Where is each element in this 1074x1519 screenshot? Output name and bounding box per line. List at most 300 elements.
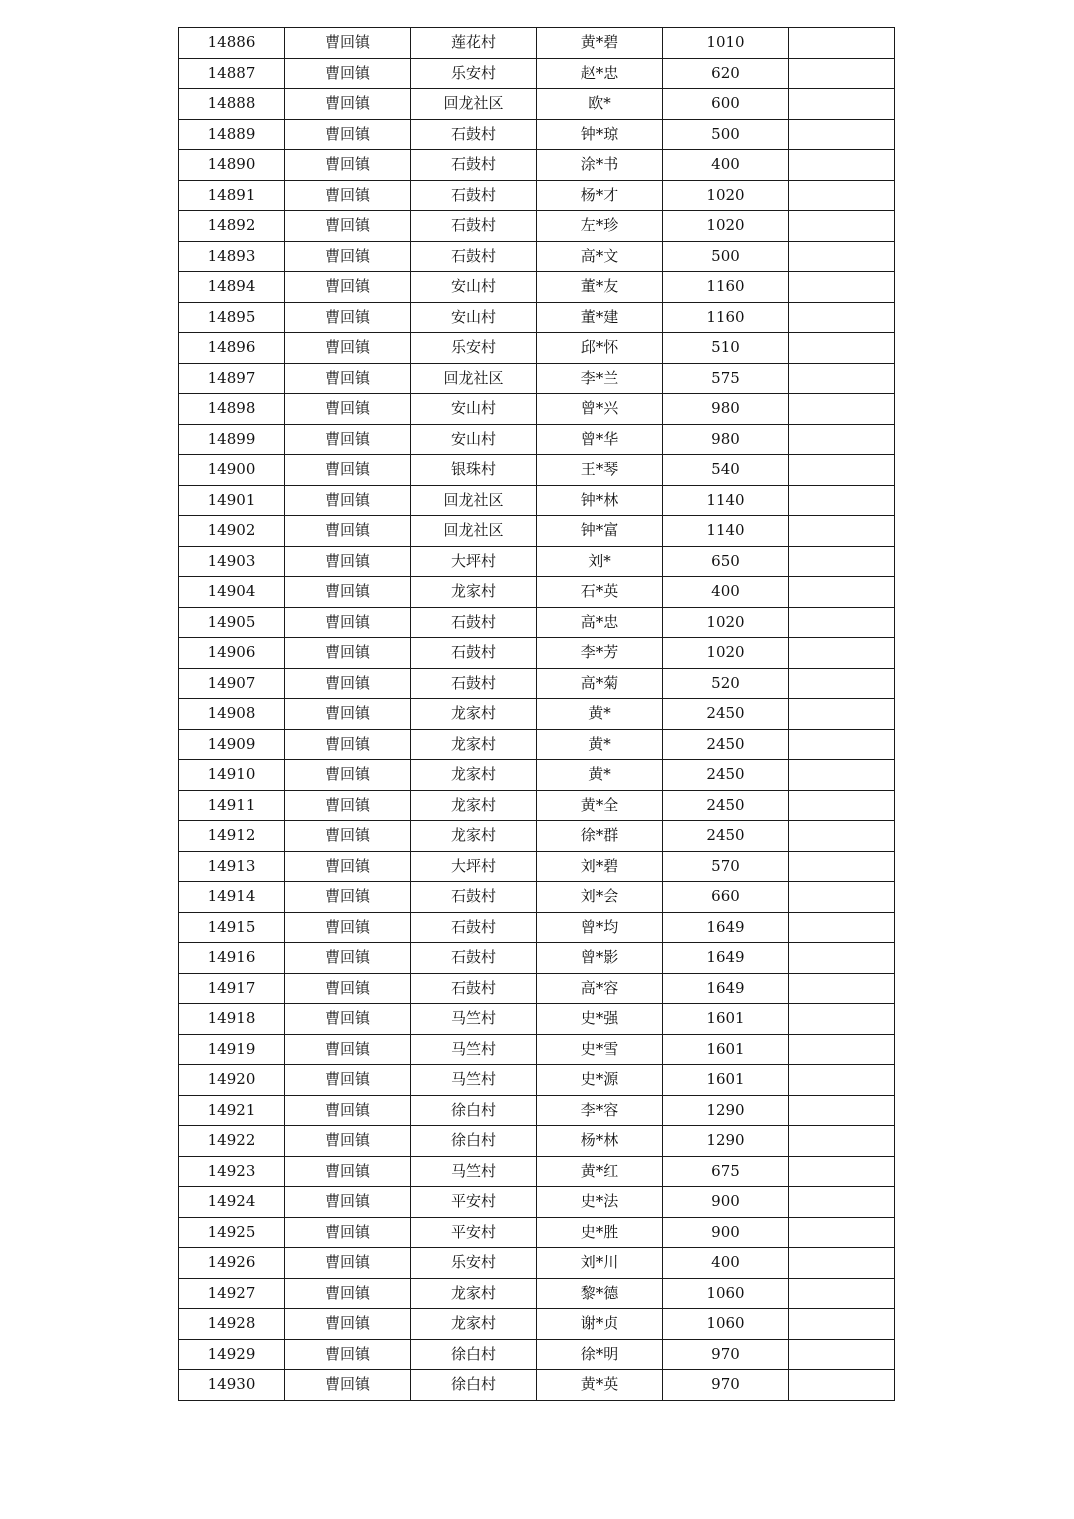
amount-cell: 900 (663, 1187, 789, 1218)
remark-cell (789, 1156, 895, 1187)
name-cell: 黄*红 (537, 1156, 663, 1187)
village-cell: 龙家村 (411, 1278, 537, 1309)
amount-cell: 400 (663, 150, 789, 181)
serial-number-cell: 14904 (179, 577, 285, 608)
table-row (179, 333, 895, 364)
amount-cell: 1020 (663, 638, 789, 669)
serial-number-cell: 14910 (179, 760, 285, 791)
village-cell: 石鼓村 (411, 119, 537, 150)
village-cell: 徐白村 (411, 1339, 537, 1370)
town-cell: 曹回镇 (285, 1217, 411, 1248)
amount-cell: 510 (663, 333, 789, 364)
serial-number-cell: 14890 (179, 150, 285, 181)
serial-number-cell: 14891 (179, 180, 285, 211)
table-row (179, 790, 895, 821)
town-cell: 曹回镇 (285, 1065, 411, 1096)
amount-cell: 1060 (663, 1278, 789, 1309)
town-cell: 曹回镇 (285, 546, 411, 577)
remark-cell (789, 882, 895, 913)
table-row (179, 943, 895, 974)
village-cell: 龙家村 (411, 760, 537, 791)
name-cell: 刘*会 (537, 882, 663, 913)
remark-cell (789, 211, 895, 242)
name-cell: 黄*全 (537, 790, 663, 821)
amount-cell: 980 (663, 424, 789, 455)
name-cell: 黄*英 (537, 1370, 663, 1401)
village-cell: 徐白村 (411, 1095, 537, 1126)
town-cell: 曹回镇 (285, 1278, 411, 1309)
amount-cell: 1290 (663, 1095, 789, 1126)
name-cell: 谢*贞 (537, 1309, 663, 1340)
serial-number-cell: 14928 (179, 1309, 285, 1340)
table-row (179, 394, 895, 425)
table-row (179, 241, 895, 272)
name-cell: 曾*均 (537, 912, 663, 943)
serial-number-cell: 14912 (179, 821, 285, 852)
serial-number-cell: 14914 (179, 882, 285, 913)
table-row (179, 882, 895, 913)
name-cell: 董*建 (537, 302, 663, 333)
serial-number-cell: 14896 (179, 333, 285, 364)
amount-cell: 675 (663, 1156, 789, 1187)
remark-cell (789, 58, 895, 89)
village-cell: 大坪村 (411, 546, 537, 577)
amount-cell: 2450 (663, 699, 789, 730)
amount-cell: 500 (663, 241, 789, 272)
serial-number-cell: 14901 (179, 485, 285, 516)
amount-cell: 2450 (663, 760, 789, 791)
serial-number-cell: 14924 (179, 1187, 285, 1218)
serial-number-cell: 14889 (179, 119, 285, 150)
table-row (179, 760, 895, 791)
town-cell: 曹回镇 (285, 1095, 411, 1126)
serial-number-cell: 14898 (179, 394, 285, 425)
table-row (179, 546, 895, 577)
serial-number-cell: 14897 (179, 363, 285, 394)
name-cell: 杨*林 (537, 1126, 663, 1157)
remark-cell (789, 912, 895, 943)
remark-cell (789, 485, 895, 516)
town-cell: 曹回镇 (285, 363, 411, 394)
village-cell: 龙家村 (411, 790, 537, 821)
name-cell: 黄* (537, 760, 663, 791)
remark-cell (789, 729, 895, 760)
town-cell: 曹回镇 (285, 729, 411, 760)
village-cell: 石鼓村 (411, 943, 537, 974)
village-cell: 银珠村 (411, 455, 537, 486)
amount-cell: 520 (663, 668, 789, 699)
town-cell: 曹回镇 (285, 699, 411, 730)
serial-number-cell: 14923 (179, 1156, 285, 1187)
village-cell: 龙家村 (411, 821, 537, 852)
town-cell: 曹回镇 (285, 394, 411, 425)
table-row (179, 363, 895, 394)
table-row (179, 1156, 895, 1187)
amount-cell: 900 (663, 1217, 789, 1248)
amount-cell: 1020 (663, 211, 789, 242)
amount-cell: 1290 (663, 1126, 789, 1157)
town-cell: 曹回镇 (285, 577, 411, 608)
table-row (179, 1370, 895, 1401)
town-cell: 曹回镇 (285, 1126, 411, 1157)
name-cell: 史*胜 (537, 1217, 663, 1248)
name-cell: 钟*琼 (537, 119, 663, 150)
amount-cell: 1010 (663, 28, 789, 59)
town-cell: 曹回镇 (285, 607, 411, 638)
village-cell: 龙家村 (411, 729, 537, 760)
amount-cell: 980 (663, 394, 789, 425)
table-row (179, 150, 895, 181)
name-cell: 高*菊 (537, 668, 663, 699)
table-row (179, 89, 895, 120)
name-cell: 史*雪 (537, 1034, 663, 1065)
table-row (179, 119, 895, 150)
table-row (179, 1339, 895, 1370)
remark-cell (789, 1248, 895, 1279)
remark-cell (789, 668, 895, 699)
village-cell: 平安村 (411, 1187, 537, 1218)
serial-number-cell: 14916 (179, 943, 285, 974)
village-cell: 回龙社区 (411, 89, 537, 120)
table-row (179, 58, 895, 89)
table-row (179, 912, 895, 943)
remark-cell (789, 607, 895, 638)
village-cell: 石鼓村 (411, 638, 537, 669)
village-cell: 石鼓村 (411, 668, 537, 699)
name-cell: 黄*碧 (537, 28, 663, 59)
remark-cell (789, 1217, 895, 1248)
amount-cell: 620 (663, 58, 789, 89)
remark-cell (789, 272, 895, 303)
name-cell: 史*法 (537, 1187, 663, 1218)
remark-cell (789, 119, 895, 150)
serial-number-cell: 14894 (179, 272, 285, 303)
table-row (179, 180, 895, 211)
remark-cell (789, 1187, 895, 1218)
amount-cell: 970 (663, 1339, 789, 1370)
serial-number-cell: 14922 (179, 1126, 285, 1157)
remark-cell (789, 1095, 895, 1126)
remark-cell (789, 821, 895, 852)
serial-number-cell: 14927 (179, 1278, 285, 1309)
name-cell: 欧* (537, 89, 663, 120)
remark-cell (789, 638, 895, 669)
remark-cell (789, 150, 895, 181)
table-row (179, 1095, 895, 1126)
amount-cell: 500 (663, 119, 789, 150)
amount-cell: 1020 (663, 607, 789, 638)
village-cell: 安山村 (411, 394, 537, 425)
name-cell: 钟*林 (537, 485, 663, 516)
serial-number-cell: 14925 (179, 1217, 285, 1248)
remark-cell (789, 1278, 895, 1309)
table-row (179, 1034, 895, 1065)
remark-cell (789, 28, 895, 59)
roster-table-body (179, 28, 895, 1401)
town-cell: 曹回镇 (285, 912, 411, 943)
serial-number-cell: 14918 (179, 1004, 285, 1035)
town-cell: 曹回镇 (285, 1034, 411, 1065)
remark-cell (789, 760, 895, 791)
serial-number-cell: 14920 (179, 1065, 285, 1096)
amount-cell: 400 (663, 577, 789, 608)
village-cell: 龙家村 (411, 577, 537, 608)
town-cell: 曹回镇 (285, 516, 411, 547)
table-row (179, 1309, 895, 1340)
village-cell: 石鼓村 (411, 241, 537, 272)
remark-cell (789, 424, 895, 455)
remark-cell (789, 180, 895, 211)
serial-number-cell: 14887 (179, 58, 285, 89)
town-cell: 曹回镇 (285, 1248, 411, 1279)
town-cell: 曹回镇 (285, 485, 411, 516)
remark-cell (789, 1034, 895, 1065)
serial-number-cell: 14919 (179, 1034, 285, 1065)
name-cell: 曾*影 (537, 943, 663, 974)
table-row (179, 668, 895, 699)
serial-number-cell: 14921 (179, 1095, 285, 1126)
name-cell: 涂*书 (537, 150, 663, 181)
remark-cell (789, 1309, 895, 1340)
town-cell: 曹回镇 (285, 455, 411, 486)
town-cell: 曹回镇 (285, 89, 411, 120)
amount-cell: 540 (663, 455, 789, 486)
serial-number-cell: 14907 (179, 668, 285, 699)
amount-cell: 1160 (663, 272, 789, 303)
village-cell: 龙家村 (411, 1309, 537, 1340)
table-row (179, 699, 895, 730)
amount-cell: 575 (663, 363, 789, 394)
town-cell: 曹回镇 (285, 424, 411, 455)
village-cell: 回龙社区 (411, 485, 537, 516)
town-cell: 曹回镇 (285, 241, 411, 272)
serial-number-cell: 14929 (179, 1339, 285, 1370)
remark-cell (789, 302, 895, 333)
name-cell: 史*强 (537, 1004, 663, 1035)
amount-cell: 660 (663, 882, 789, 913)
name-cell: 左*珍 (537, 211, 663, 242)
amount-cell: 1140 (663, 485, 789, 516)
serial-number-cell: 14905 (179, 607, 285, 638)
serial-number-cell: 14903 (179, 546, 285, 577)
serial-number-cell: 14892 (179, 211, 285, 242)
remark-cell (789, 394, 895, 425)
town-cell: 曹回镇 (285, 821, 411, 852)
table-row (179, 302, 895, 333)
town-cell: 曹回镇 (285, 790, 411, 821)
name-cell: 高*忠 (537, 607, 663, 638)
town-cell: 曹回镇 (285, 1156, 411, 1187)
town-cell: 曹回镇 (285, 180, 411, 211)
town-cell: 曹回镇 (285, 1339, 411, 1370)
amount-cell: 1601 (663, 1065, 789, 1096)
amount-cell: 1649 (663, 943, 789, 974)
remark-cell (789, 363, 895, 394)
table-row (179, 821, 895, 852)
roster-table (178, 27, 895, 1401)
remark-cell (789, 333, 895, 364)
town-cell: 曹回镇 (285, 1370, 411, 1401)
name-cell: 李*芳 (537, 638, 663, 669)
amount-cell: 570 (663, 851, 789, 882)
amount-cell: 600 (663, 89, 789, 120)
name-cell: 曾*兴 (537, 394, 663, 425)
name-cell: 徐*群 (537, 821, 663, 852)
table-row (179, 1217, 895, 1248)
serial-number-cell: 14915 (179, 912, 285, 943)
village-cell: 徐白村 (411, 1126, 537, 1157)
name-cell: 黄* (537, 729, 663, 760)
village-cell: 石鼓村 (411, 607, 537, 638)
village-cell: 石鼓村 (411, 973, 537, 1004)
name-cell: 高*文 (537, 241, 663, 272)
village-cell: 石鼓村 (411, 150, 537, 181)
village-cell: 安山村 (411, 424, 537, 455)
amount-cell: 2450 (663, 790, 789, 821)
town-cell: 曹回镇 (285, 333, 411, 364)
table-row (179, 272, 895, 303)
village-cell: 马竺村 (411, 1065, 537, 1096)
remark-cell (789, 1339, 895, 1370)
name-cell: 李*兰 (537, 363, 663, 394)
name-cell: 刘*川 (537, 1248, 663, 1279)
village-cell: 回龙社区 (411, 516, 537, 547)
serial-number-cell: 14893 (179, 241, 285, 272)
town-cell: 曹回镇 (285, 882, 411, 913)
town-cell: 曹回镇 (285, 1187, 411, 1218)
serial-number-cell: 14886 (179, 28, 285, 59)
town-cell: 曹回镇 (285, 28, 411, 59)
village-cell: 乐安村 (411, 333, 537, 364)
town-cell: 曹回镇 (285, 973, 411, 1004)
amount-cell: 400 (663, 1248, 789, 1279)
village-cell: 平安村 (411, 1217, 537, 1248)
remark-cell (789, 699, 895, 730)
village-cell: 安山村 (411, 302, 537, 333)
remark-cell (789, 973, 895, 1004)
serial-number-cell: 14909 (179, 729, 285, 760)
remark-cell (789, 516, 895, 547)
serial-number-cell: 14930 (179, 1370, 285, 1401)
serial-number-cell: 14902 (179, 516, 285, 547)
town-cell: 曹回镇 (285, 851, 411, 882)
name-cell: 徐*明 (537, 1339, 663, 1370)
remark-cell (789, 1126, 895, 1157)
village-cell: 大坪村 (411, 851, 537, 882)
serial-number-cell: 14895 (179, 302, 285, 333)
remark-cell (789, 851, 895, 882)
remark-cell (789, 546, 895, 577)
remark-cell (789, 577, 895, 608)
serial-number-cell: 14917 (179, 973, 285, 1004)
serial-number-cell: 14911 (179, 790, 285, 821)
town-cell: 曹回镇 (285, 760, 411, 791)
table-row (179, 1126, 895, 1157)
name-cell: 刘* (537, 546, 663, 577)
town-cell: 曹回镇 (285, 302, 411, 333)
name-cell: 杨*才 (537, 180, 663, 211)
town-cell: 曹回镇 (285, 211, 411, 242)
name-cell: 董*友 (537, 272, 663, 303)
remark-cell (789, 241, 895, 272)
name-cell: 黄* (537, 699, 663, 730)
table-row (179, 455, 895, 486)
name-cell: 邱*怀 (537, 333, 663, 364)
amount-cell: 2450 (663, 729, 789, 760)
town-cell: 曹回镇 (285, 668, 411, 699)
table-row (179, 729, 895, 760)
town-cell: 曹回镇 (285, 119, 411, 150)
village-cell: 乐安村 (411, 1248, 537, 1279)
table-row (179, 485, 895, 516)
town-cell: 曹回镇 (285, 1004, 411, 1035)
village-cell: 马竺村 (411, 1004, 537, 1035)
town-cell: 曹回镇 (285, 943, 411, 974)
table-row (179, 1278, 895, 1309)
village-cell: 石鼓村 (411, 912, 537, 943)
name-cell: 李*容 (537, 1095, 663, 1126)
village-cell: 安山村 (411, 272, 537, 303)
serial-number-cell: 14900 (179, 455, 285, 486)
amount-cell: 1601 (663, 1034, 789, 1065)
remark-cell (789, 943, 895, 974)
remark-cell (789, 89, 895, 120)
amount-cell: 1601 (663, 1004, 789, 1035)
remark-cell (789, 1065, 895, 1096)
serial-number-cell: 14906 (179, 638, 285, 669)
village-cell: 回龙社区 (411, 363, 537, 394)
name-cell: 高*容 (537, 973, 663, 1004)
town-cell: 曹回镇 (285, 638, 411, 669)
amount-cell: 1649 (663, 973, 789, 1004)
name-cell: 史*源 (537, 1065, 663, 1096)
table-row (179, 1187, 895, 1218)
remark-cell (789, 1370, 895, 1401)
name-cell: 赵*忠 (537, 58, 663, 89)
name-cell: 刘*碧 (537, 851, 663, 882)
remark-cell (789, 455, 895, 486)
table-row (179, 1004, 895, 1035)
amount-cell: 2450 (663, 821, 789, 852)
name-cell: 王*琴 (537, 455, 663, 486)
amount-cell: 1020 (663, 180, 789, 211)
village-cell: 莲花村 (411, 28, 537, 59)
village-cell: 石鼓村 (411, 211, 537, 242)
table-row (179, 211, 895, 242)
village-cell: 石鼓村 (411, 180, 537, 211)
serial-number-cell: 14926 (179, 1248, 285, 1279)
name-cell: 钟*富 (537, 516, 663, 547)
village-cell: 龙家村 (411, 699, 537, 730)
serial-number-cell: 14908 (179, 699, 285, 730)
table-row (179, 28, 895, 59)
town-cell: 曹回镇 (285, 272, 411, 303)
table-row (179, 577, 895, 608)
amount-cell: 650 (663, 546, 789, 577)
name-cell: 黎*德 (537, 1278, 663, 1309)
serial-number-cell: 14913 (179, 851, 285, 882)
village-cell: 徐白村 (411, 1370, 537, 1401)
amount-cell: 1160 (663, 302, 789, 333)
remark-cell (789, 1004, 895, 1035)
amount-cell: 1649 (663, 912, 789, 943)
town-cell: 曹回镇 (285, 150, 411, 181)
table-row (179, 607, 895, 638)
amount-cell: 970 (663, 1370, 789, 1401)
table-row (179, 516, 895, 547)
name-cell: 曾*华 (537, 424, 663, 455)
remark-cell (789, 790, 895, 821)
